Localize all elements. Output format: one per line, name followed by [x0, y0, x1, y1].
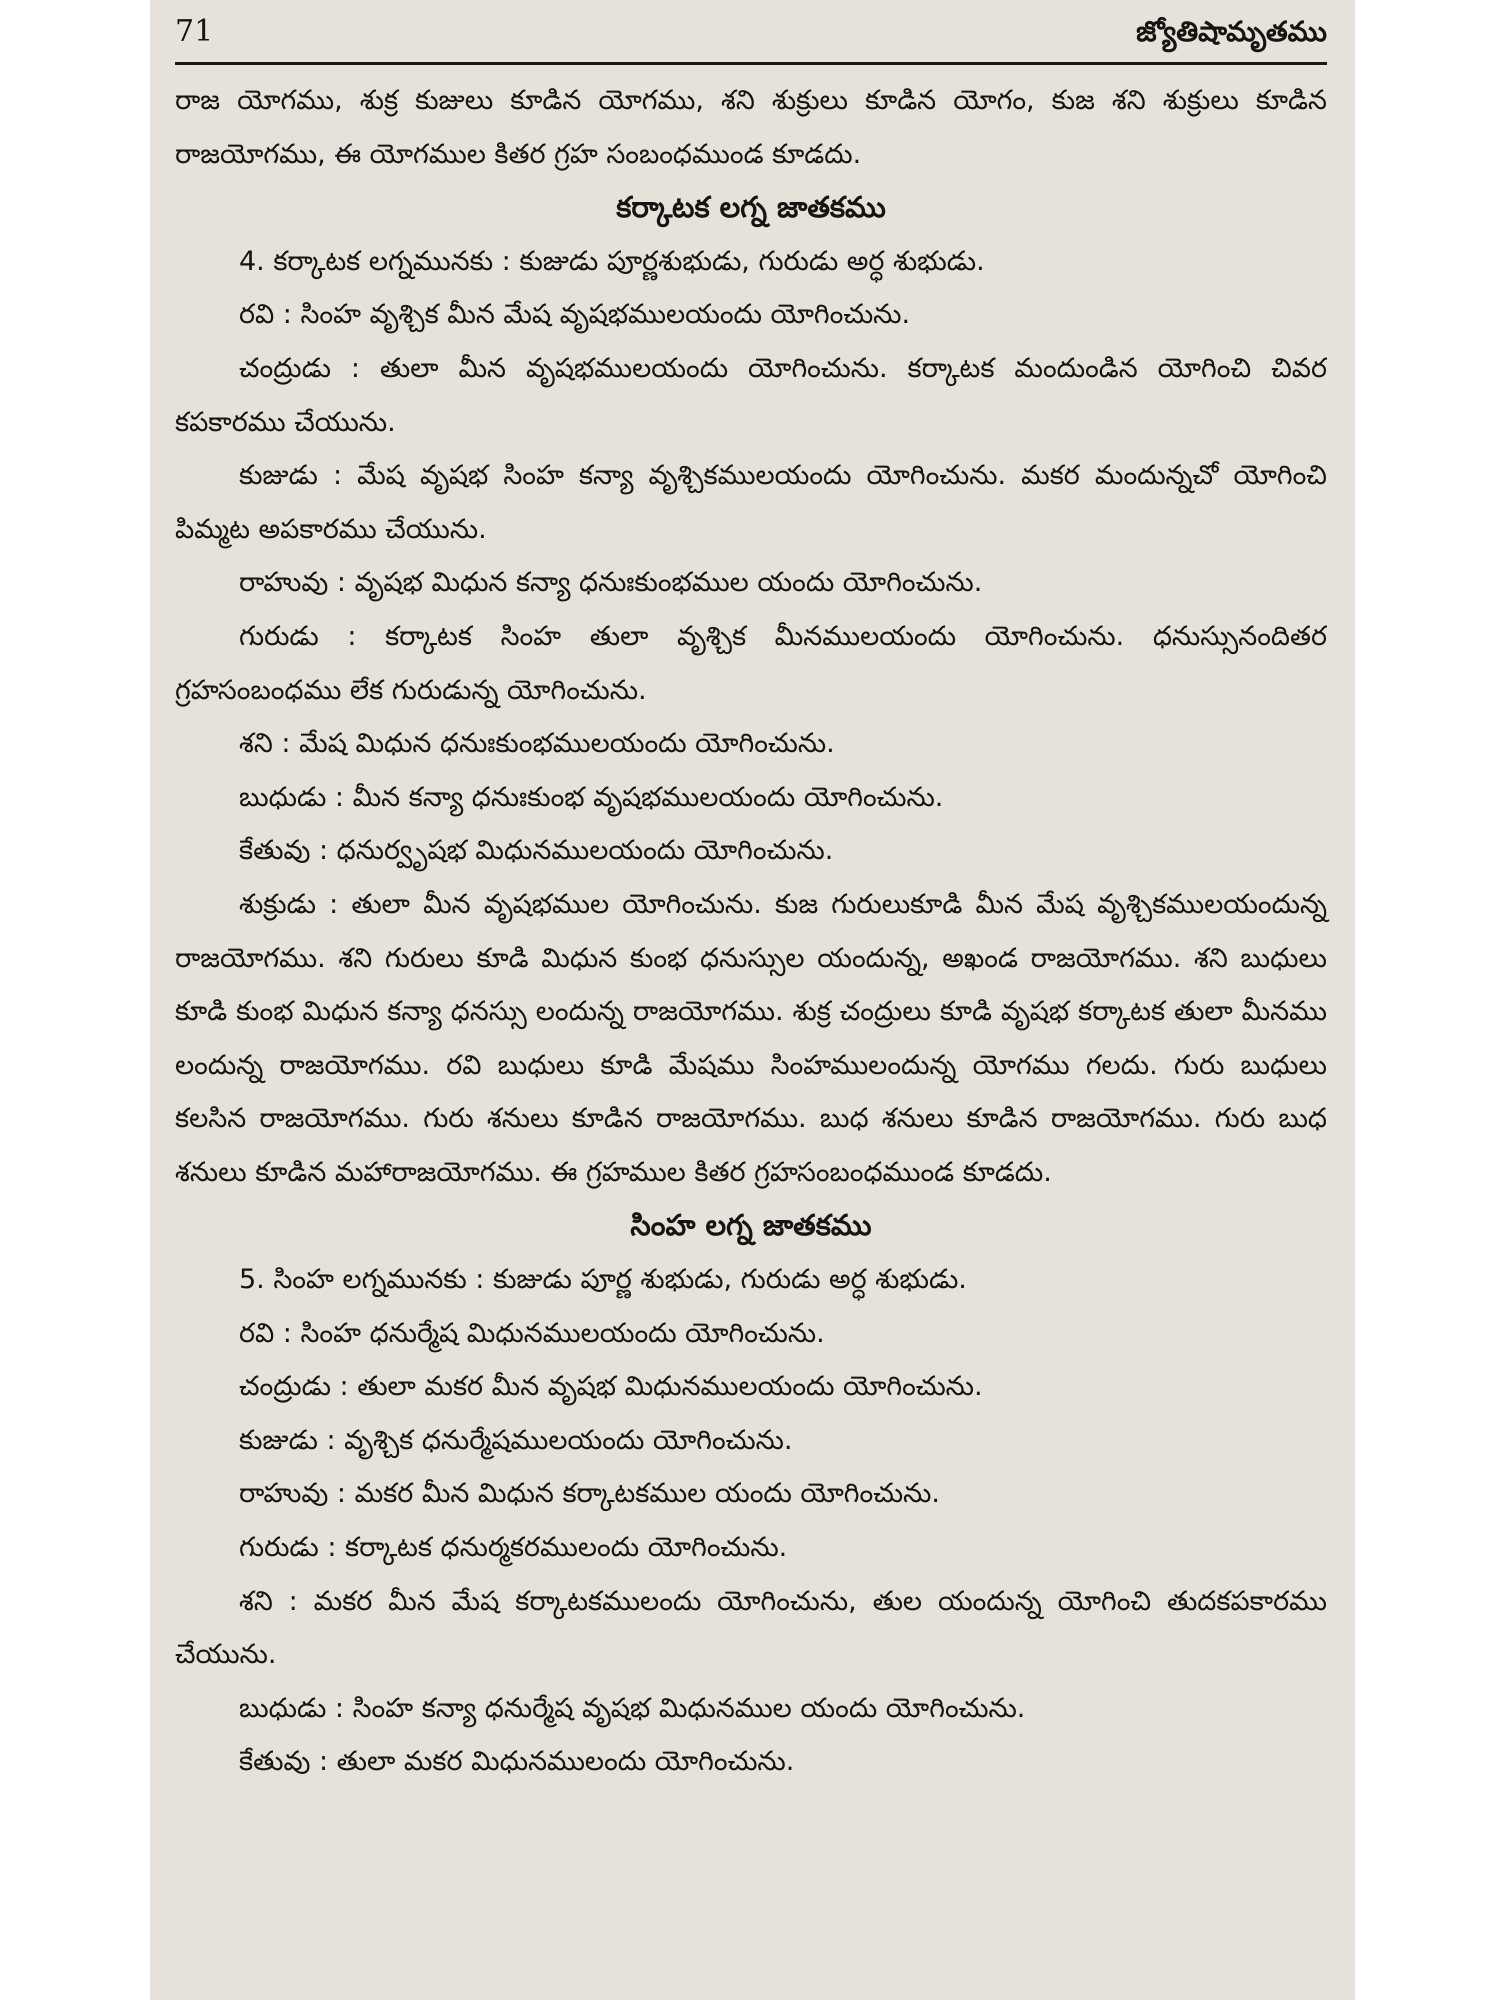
paragraph-simha-shani: శని : మకర మీన మేష కర్కాటకములందు యోగించును, తుల యందున్న యోగించి తుదకపకారము చేయును. — [175, 1585, 1327, 1671]
paragraph-simha-ravi: రవి : సింహ ధనుర్మేష మిధునములయందు యోగించును. — [239, 1317, 825, 1349]
paragraph-simha-chandra: చంద్రుడు : తులా మకర మీన వృషభ మిధునములయందు యోగించును. — [239, 1371, 983, 1403]
paragraph-karkataka-shani: శని : మేష మిధున ధనుఃకుంభములయందు యోగించును. — [239, 728, 835, 760]
paragraph-simha-rahu: రాహువు : మకర మీన మిధున కర్కాటకముల యందు యోగించును. — [239, 1478, 940, 1510]
running-title: జ్యోతిషామృతము — [1136, 15, 1327, 48]
paragraph-simha-budha: బుధుడు : సింహ కన్యా ధనుర్మేష వృషభ మిధునముల యందు యోగించును. — [239, 1692, 1026, 1724]
paragraph-karkataka-ravi: రవి : సింహ వృశ్చిక మీన మేష వృషభములయందు యోగించును. — [239, 299, 911, 331]
paragraph-karkataka-guru: గురుడు : కర్కాటక సింహ తులా వృశ్చిక మీనములయందు యోగించును. ధనుస్సునందితర గ్రహసంబంధము లేక గురుడున్న యోగించును. — [175, 620, 1327, 706]
paragraph-simha-ketu: కేతువు : తులా మకర మిధునములందు యోగించును. — [239, 1746, 795, 1778]
book-page — [150, 0, 1355, 2000]
section-heading-simha: సింహ లగ్న జాతకము — [630, 1208, 872, 1243]
page-number: 71 — [175, 14, 214, 49]
paragraph-karkataka-shukra: శుక్రుడు : తులా మీన వృషభముల యోగించును. కుజ గురులుకూడి మీన మేష వృశ్చికములయందున్న రాజయోగము. శని గురులు కూడి మిధున కుంభ ధనుస్సుల యందున్న, అఖండ రాజయోగము. శని బుధులు కూడి కుంభ మిధున కన్యా ధనస్సు లందున్న రాజయోగము. శుక్ర చంద్రులు కూడి వృషభ కర్కాటక తులా మీనము లందున్న రాజయోగము. రవి బుధులు కూడి మేషము సింహములందున్న యోగము గలదు. గురు బుధులు కలసిన రాజయోగము. గురు శనులు కూడిన రాజయోగము. బుధ శనులు కూడిన రాజయోగము. గురు బుధ శనులు కూడిన మహారాజయోగము. ఈ గ్రహముల కితర గ్రహసంబంధముండ కూడదు. — [175, 888, 1327, 1188]
paragraph-karkataka-intro: 4. కర్కాటక లగ్నమునకు : కుజుడు పూర్ణశుభుడు, గురుడు అర్ధ శుభుడు. — [239, 245, 985, 277]
paragraph-simha-guru: గురుడు : కర్కాటక ధనుర్మకరములందు యోగించును. — [239, 1532, 788, 1564]
section-heading-karkataka: కర్కాటక లగ్న జాతకము — [616, 190, 886, 225]
paragraph-karkataka-budha: బుధుడు : మీన కన్యా ధనుఃకుంభ వృషభములయందు యోగించును. — [239, 781, 944, 813]
paragraph-simha-kuja: కుజుడు : వృశ్చిక ధనుర్మేషములయందు యోగించును. — [239, 1424, 793, 1456]
paragraph-rajayoga-continued: రాజ యోగము, శుక్ర కుజులు కూడిన యోగము, శని శుక్రులు కూడిన యోగం, కుజ శని శుక్రులు కూడిన రాజయోగము, ఈ యోగముల కితర గ్రహ సంబంధముండ కూడదు. — [175, 85, 1327, 170]
paragraph-simha-intro: 5. సింహ లగ్నమునకు : కుజుడు పూర్ణ శుభుడు, గురుడు అర్ధ శుభుడు. — [239, 1264, 967, 1296]
page-body — [175, 65, 1327, 1789]
paragraph-karkataka-kuja: కుజుడు : మేష వృషభ సింహ కన్యా వృశ్చికములయందు యోగించును. మకర మందున్నచో యోగించి పిమ్మట అపకారము చేయును. — [175, 460, 1327, 545]
paragraph-karkataka-chandra: చంద్రుడు : తులా మీన వృషభములయందు యోగించును. కర్కాటక మందుండిన యోగించి చివర కపకారము చేయును. — [175, 352, 1327, 438]
page-header — [175, 0, 1327, 65]
paragraph-karkataka-ketu: కేతువు : ధనుర్వృషభ మిధునములయందు యోగించును. — [239, 835, 834, 867]
paragraph-karkataka-rahu: రాహువు : వృషభ మిధున కన్యా ధనుఃకుంభముల యందు యోగించును. — [239, 567, 983, 599]
